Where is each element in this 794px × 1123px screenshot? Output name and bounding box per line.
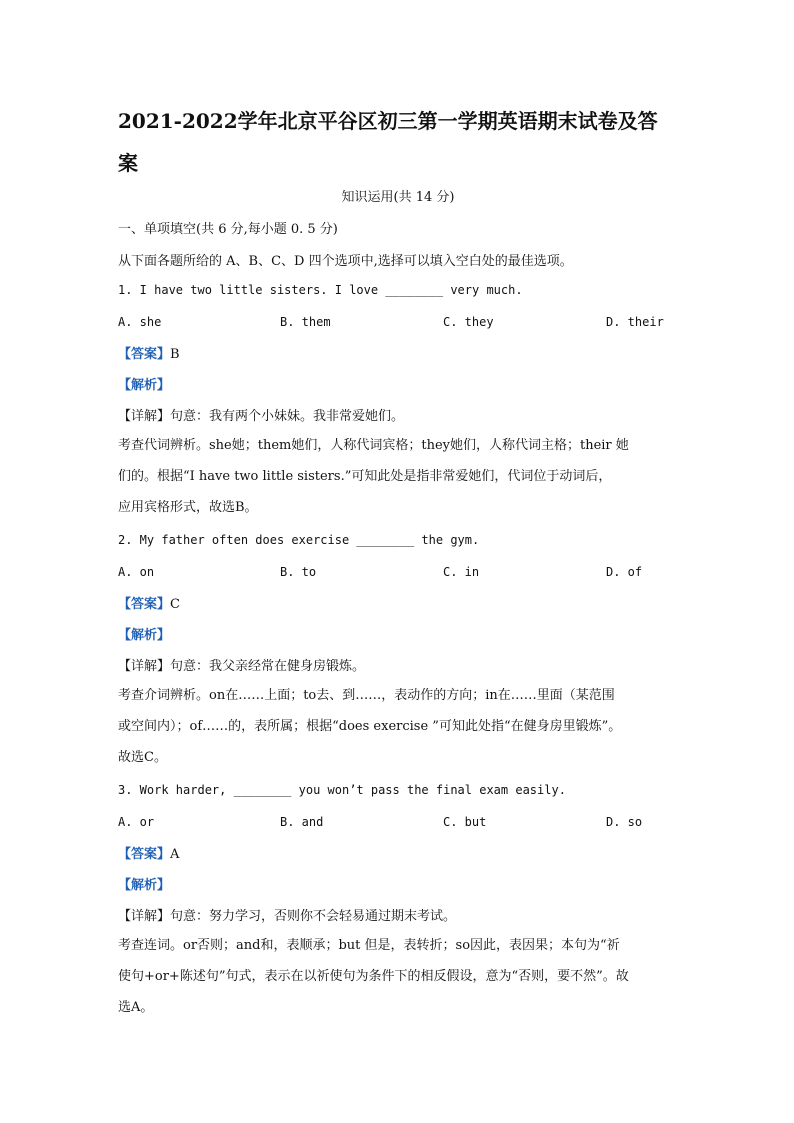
- analysis-line: [118, 374, 678, 393]
- explain-line-3: 故选C。: [118, 750, 167, 765]
- option-b: B. them: [280, 315, 331, 329]
- explain-line-2: 们的。根据“I have two little sisters.”可知此处是指非常爱她们，代词位于动词后，: [118, 469, 612, 484]
- answer-value: A: [170, 847, 180, 862]
- detail-line: [118, 405, 678, 424]
- answer-value: B: [170, 347, 180, 362]
- option-d: D. of: [606, 565, 643, 579]
- detail-text: 句意：努力学习，否则你不会轻易通过期末考试。: [170, 909, 457, 924]
- answer-line: [118, 343, 678, 362]
- part-heading: 一、单项填空(共 6 分,每小题 0. 5 分): [118, 222, 338, 237]
- section-title: 知识运用(共 14 分): [341, 190, 455, 205]
- option-b: B. to: [280, 565, 317, 579]
- detail-text: 句意：我父亲经常在健身房锻炼。: [170, 659, 366, 674]
- analysis-line: [118, 624, 678, 643]
- detail-line: [118, 905, 678, 924]
- explain-line-2: 使句+or+陈述句”句式，表示在以祈使句为条件下的相反假设，意为“否则，要不然”。故: [118, 969, 629, 984]
- explain-line-1: 考查连词。or否则；and和，表顺承；but 但是，表转折；so因此，表因果；本句为“祈: [118, 938, 620, 953]
- question-stem: 3. Work harder, ________ you won’t pass the final exam easily.: [118, 783, 566, 797]
- detail-tag: 【详解】: [118, 659, 171, 674]
- explanation: [118, 430, 678, 523]
- option-c: C. they: [443, 315, 494, 329]
- explain-line-1: 考查代词辨析。she她；them她们，人称代词宾格；they她们，人称代词主格；their 她: [118, 438, 629, 453]
- explain-line-3: 选A。: [118, 1000, 154, 1015]
- option-d: D. their: [606, 315, 664, 329]
- detail-line: [118, 655, 678, 674]
- analysis-tag: 【解析】: [118, 628, 171, 643]
- title-line-1: 2021-2022学年北京平谷区初三第一学期英语期末试卷及答: [118, 109, 658, 133]
- detail-text: 句意：我有两个小妹妹。我非常爱她们。: [170, 409, 405, 424]
- instructions: 从下面各题所给的 A、B、C、D 四个选项中,选择可以填入空白处的最佳选项。: [118, 254, 573, 269]
- explanation: [118, 930, 678, 1023]
- option-b: B. and: [280, 815, 324, 829]
- answer-line: [118, 843, 678, 862]
- explain-line-3: 应用宾格形式，故选B。: [118, 500, 258, 515]
- explanation: [118, 680, 678, 773]
- analysis-line: [118, 874, 678, 893]
- analysis-tag: 【解析】: [118, 378, 171, 393]
- question-stem: 1. I have two little sisters. I love ________ very much.: [118, 283, 523, 297]
- option-c: C. in: [443, 565, 480, 579]
- title-line-2: 案: [118, 151, 138, 175]
- detail-tag: 【详解】: [118, 909, 171, 924]
- answer-line: [118, 593, 678, 612]
- option-a: A. or: [118, 815, 155, 829]
- document-title: [118, 100, 678, 184]
- explain-line-2: 或空间内）；of……的，表所属；根据“does exercise ”可知此处指“在健身房里锻炼”。: [118, 719, 622, 734]
- option-a: A. she: [118, 315, 162, 329]
- question-stem: 2. My father often does exercise ________ the gym.: [118, 533, 480, 547]
- option-a: A. on: [118, 565, 155, 579]
- answer-tag: 【答案】: [118, 347, 171, 362]
- detail-tag: 【详解】: [118, 409, 171, 424]
- answer-tag: 【答案】: [118, 847, 171, 862]
- analysis-tag: 【解析】: [118, 878, 171, 893]
- answer-tag: 【答案】: [118, 597, 171, 612]
- explain-line-1: 考查介词辨析。on在……上面；to去、到……，表动作的方向；in在……里面（某范围: [118, 688, 615, 703]
- option-d: D. so: [606, 815, 643, 829]
- option-c: C. but: [443, 815, 487, 829]
- answer-value: C: [170, 597, 180, 612]
